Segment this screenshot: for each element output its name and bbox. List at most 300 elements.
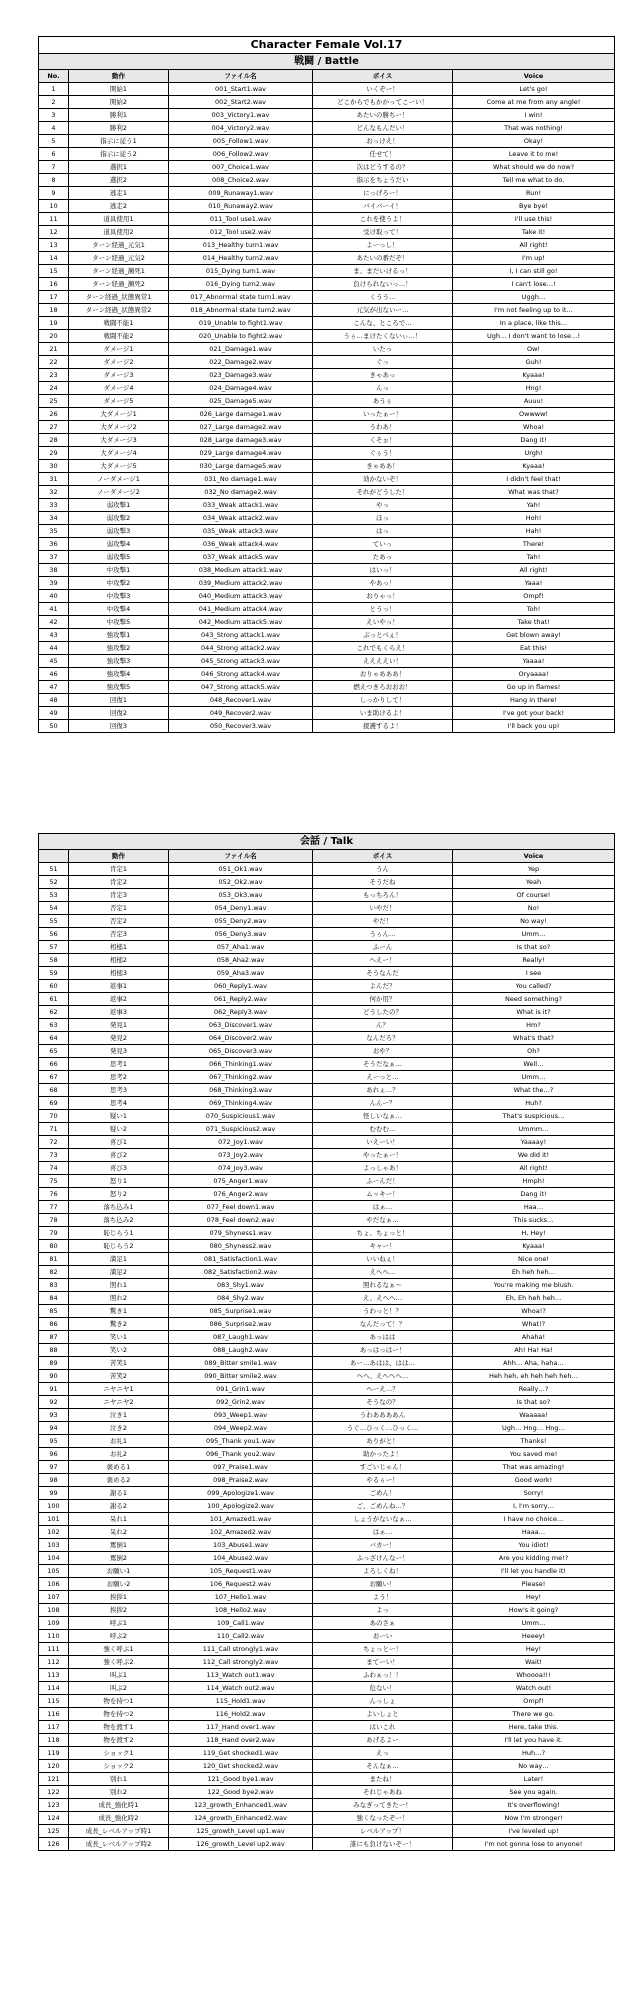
cell-filename: 049_Recover2.wav xyxy=(169,707,313,720)
table-row xyxy=(39,993,615,1006)
cell-no: 34 xyxy=(39,512,69,525)
table-row xyxy=(39,1370,615,1383)
cell-filename: 125_growth_Level up1.wav xyxy=(169,1825,313,1838)
cell-filename: 096_Thank you2.wav xyxy=(169,1448,313,1461)
table-row xyxy=(39,1747,615,1760)
table-row xyxy=(39,954,615,967)
cell-voice-jp: えいやっ！ xyxy=(313,616,453,629)
cell-voice-jp: ムッキー！ xyxy=(313,1188,453,1201)
cell-voice-jp: うわあ！ xyxy=(313,421,453,434)
cell-no: 62 xyxy=(39,1006,69,1019)
cell-voice-jp: いま助けるよ！ xyxy=(313,707,453,720)
cell-no: 122 xyxy=(39,1786,69,1799)
cell-action: 開始1 xyxy=(69,83,169,96)
cell-action: 疑い2 xyxy=(69,1123,169,1136)
cell-voice-en: Watch out! xyxy=(453,1682,615,1695)
cell-voice-jp: うぅ…まけたくないぃ…！ xyxy=(313,330,453,343)
cell-action: 謝る1 xyxy=(69,1487,169,1500)
cell-voice-en: Umm… xyxy=(453,1071,615,1084)
cell-voice-en: Nice one! xyxy=(453,1253,615,1266)
cell-no: 79 xyxy=(39,1227,69,1240)
cell-voice-en: What!? xyxy=(453,1318,615,1331)
cell-voice-jp: それじゃあね xyxy=(313,1786,453,1799)
cell-voice-jp: これでもくらえ！ xyxy=(313,642,453,655)
cell-no: 75 xyxy=(39,1175,69,1188)
cell-voice-jp: どこからでもかかってこーい！ xyxy=(313,96,453,109)
cell-filename: 107_Hello1.wav xyxy=(169,1591,313,1604)
column-header-voice-en: Voice xyxy=(453,70,615,83)
cell-filename: 093_Weep1.wav xyxy=(169,1409,313,1422)
table-row xyxy=(39,1201,615,1214)
cell-filename: 078_Feel down2.wav xyxy=(169,1214,313,1227)
cell-voice-jp: あうぅ xyxy=(313,395,453,408)
cell-action: ダメージ2 xyxy=(69,356,169,369)
cell-no: 71 xyxy=(39,1123,69,1136)
cell-no: 104 xyxy=(39,1552,69,1565)
cell-no: 45 xyxy=(39,655,69,668)
cell-voice-jp: キャー！ xyxy=(313,1240,453,1253)
table-row xyxy=(39,1409,615,1422)
cell-filename: 009_Runaway1.wav xyxy=(169,187,313,200)
table-row xyxy=(39,1695,615,1708)
cell-filename: 037_Weak attack5.wav xyxy=(169,551,313,564)
cell-voice-jp: すごいじゃん！ xyxy=(313,1461,453,1474)
cell-voice-en: Good work! xyxy=(453,1474,615,1487)
cell-voice-en: That was amazing! xyxy=(453,1461,615,1474)
cell-no: 59 xyxy=(39,967,69,980)
table-row xyxy=(39,1019,615,1032)
cell-no: 7 xyxy=(39,161,69,174)
cell-voice-jp: おりゃあああ！ xyxy=(313,668,453,681)
cell-filename: 025_Damage5.wav xyxy=(169,395,313,408)
cell-filename: 066_Thinking1.wav xyxy=(169,1058,313,1071)
cell-voice-jp: そんなぁ… xyxy=(313,1760,453,1773)
table-row xyxy=(39,590,615,603)
cell-filename: 108_Hello2.wav xyxy=(169,1604,313,1617)
cell-action: ショック1 xyxy=(69,1747,169,1760)
cell-no: 3 xyxy=(39,109,69,122)
table-row xyxy=(39,447,615,460)
table-row xyxy=(39,304,615,317)
cell-filename: 032_No damage2.wav xyxy=(169,486,313,499)
cell-action: 選択2 xyxy=(69,174,169,187)
cell-action: 喜び2 xyxy=(69,1149,169,1162)
cell-voice-en: Kyaaa! xyxy=(453,1240,615,1253)
cell-filename: 014_Healthy turn2.wav xyxy=(169,252,313,265)
cell-filename: 036_Weak attack4.wav xyxy=(169,538,313,551)
cell-voice-en: I'm not gonna lose to anyone! xyxy=(453,1838,615,1851)
cell-voice-en: I win! xyxy=(453,109,615,122)
cell-voice-en: That was nothing! xyxy=(453,122,615,135)
cell-filename: 083_Shy1.wav xyxy=(169,1279,313,1292)
cell-no: 55 xyxy=(39,915,69,928)
table-row xyxy=(39,1188,615,1201)
cell-action: 成長_レベルアップ時2 xyxy=(69,1838,169,1851)
cell-voice-jp: へえー！ xyxy=(313,954,453,967)
cell-action: 道具使用1 xyxy=(69,213,169,226)
cell-no: 80 xyxy=(39,1240,69,1253)
cell-voice-jp: ふわぁっ！！ xyxy=(313,1669,453,1682)
cell-voice-en: What should we do now? xyxy=(453,161,615,174)
cell-voice-en: Oryaaaa! xyxy=(453,668,615,681)
cell-no: 102 xyxy=(39,1526,69,1539)
cell-action: 照れ1 xyxy=(69,1279,169,1292)
cell-no: 68 xyxy=(39,1084,69,1097)
table-row xyxy=(39,499,615,512)
cell-filename: 046_Strong attack4.wav xyxy=(169,668,313,681)
cell-voice-en: Yeah xyxy=(453,876,615,889)
cell-filename: 010_Runaway2.wav xyxy=(169,200,313,213)
cell-action: 強く呼ぶ2 xyxy=(69,1656,169,1669)
cell-voice-en: I can't lose…! xyxy=(453,278,615,291)
cell-action: 弱攻撃3 xyxy=(69,525,169,538)
cell-filename: 018_Abnormal state turn2.wav xyxy=(169,304,313,317)
cell-voice-en: I'll let you have it. xyxy=(453,1734,615,1747)
cell-voice-en: Ahaha! xyxy=(453,1331,615,1344)
cell-filename: 123_growth_Enhanced1.wav xyxy=(169,1799,313,1812)
cell-filename: 092_Grin2.wav xyxy=(169,1396,313,1409)
cell-voice-en: No! xyxy=(453,902,615,915)
cell-voice-en: Hang in there! xyxy=(453,694,615,707)
table-row xyxy=(39,876,615,889)
cell-no: 125 xyxy=(39,1825,69,1838)
cell-voice-jp: え、えへへ… xyxy=(313,1292,453,1305)
cell-voice-jp: そうなんだ xyxy=(313,967,453,980)
cell-voice-en: Whoa!? xyxy=(453,1305,615,1318)
cell-voice-en: Ugh… I don't want to lose…! xyxy=(453,330,615,343)
cell-action: 喜び3 xyxy=(69,1162,169,1175)
table-row xyxy=(39,1136,615,1149)
cell-filename: 080_Shyness2.wav xyxy=(169,1240,313,1253)
cell-filename: 113_Watch out1.wav xyxy=(169,1669,313,1682)
cell-voice-en: What's that? xyxy=(453,1032,615,1045)
table-row xyxy=(39,1331,615,1344)
table-row xyxy=(39,1383,615,1396)
cell-no: 91 xyxy=(39,1383,69,1396)
cell-voice-jp: あれぇ…？ xyxy=(313,1084,453,1097)
table-row xyxy=(39,1318,615,1331)
cell-voice-en: Yaaa! xyxy=(453,577,615,590)
cell-action: 指示に従う1 xyxy=(69,135,169,148)
cell-voice-en: What is it? xyxy=(453,1006,615,1019)
cell-voice-jp: ご、ごめんね…？ xyxy=(313,1500,453,1513)
cell-voice-jp: たあっ xyxy=(313,551,453,564)
cell-no: 117 xyxy=(39,1721,69,1734)
cell-voice-jp: なんだろ？ xyxy=(313,1032,453,1045)
cell-filename: 104_Abuse2.wav xyxy=(169,1552,313,1565)
cell-voice-en: Hng! xyxy=(453,382,615,395)
cell-action: ダメージ4 xyxy=(69,382,169,395)
table-row xyxy=(39,1656,615,1669)
cell-voice-jp: くそぉ！ xyxy=(313,434,453,447)
cell-action: 弱攻撃2 xyxy=(69,512,169,525)
table-row xyxy=(39,1032,615,1045)
cell-voice-en: Get blown away! xyxy=(453,629,615,642)
cell-voice-en: Uggh… xyxy=(453,291,615,304)
table-row xyxy=(39,1708,615,1721)
cell-no: 57 xyxy=(39,941,69,954)
cell-action: 挨拶1 xyxy=(69,1591,169,1604)
cell-no: 108 xyxy=(39,1604,69,1617)
cell-action: 物を渡す1 xyxy=(69,1721,169,1734)
table-row xyxy=(39,1513,615,1526)
cell-voice-jp: むむむ… xyxy=(313,1123,453,1136)
cell-voice-jp: 任せて！ xyxy=(313,148,453,161)
cell-filename: 075_Anger1.wav xyxy=(169,1175,313,1188)
cell-voice-en: Hm? xyxy=(453,1019,615,1032)
table-row xyxy=(39,551,615,564)
cell-voice-en: I, I can still go! xyxy=(453,265,615,278)
cell-voice-en: Whoooa!!! xyxy=(453,1669,615,1682)
cell-action: 驚き2 xyxy=(69,1318,169,1331)
cell-no: 85 xyxy=(39,1305,69,1318)
table-row xyxy=(39,239,615,252)
cell-voice-jp: またね！ xyxy=(313,1773,453,1786)
cell-action: 相槌1 xyxy=(69,941,169,954)
cell-no: 106 xyxy=(39,1578,69,1591)
cell-no: 27 xyxy=(39,421,69,434)
table-row xyxy=(39,1669,615,1682)
cell-no: 120 xyxy=(39,1760,69,1773)
cell-filename: 058_Aha2.wav xyxy=(169,954,313,967)
table-row xyxy=(39,1552,615,1565)
cell-action: 返事1 xyxy=(69,980,169,993)
cell-action: お礼1 xyxy=(69,1435,169,1448)
cell-filename: 026_Large damage1.wav xyxy=(169,408,313,421)
cell-voice-en: All right! xyxy=(453,1162,615,1175)
cell-voice-jp: これを使うよ！ xyxy=(313,213,453,226)
cell-action: 中攻撃2 xyxy=(69,577,169,590)
cell-voice-jp: 指示をちょうだい xyxy=(313,174,453,187)
cell-voice-en: No way… xyxy=(453,1760,615,1773)
table-row xyxy=(39,1305,615,1318)
cell-no: 103 xyxy=(39,1539,69,1552)
table-row xyxy=(39,1435,615,1448)
cell-voice-en: Owwww! xyxy=(453,408,615,421)
cell-filename: 035_Weak attack3.wav xyxy=(169,525,313,538)
cell-filename: 029_Large damage4.wav xyxy=(169,447,313,460)
cell-voice-en: Hah! xyxy=(453,525,615,538)
cell-filename: 050_Recover3.wav xyxy=(169,720,313,733)
cell-voice-jp: はいこれ xyxy=(313,1721,453,1734)
cell-voice-jp: 元気が出ないー… xyxy=(313,304,453,317)
table-row xyxy=(39,1500,615,1513)
table-row xyxy=(39,434,615,447)
table-row xyxy=(39,642,615,655)
cell-filename: 044_Strong attack2.wav xyxy=(169,642,313,655)
cell-voice-en: I see xyxy=(453,967,615,980)
cell-no: 49 xyxy=(39,707,69,720)
cell-filename: 003_Victory1.wav xyxy=(169,109,313,122)
cell-no: 69 xyxy=(39,1097,69,1110)
cell-voice-jp: しょうがないなぁ… xyxy=(313,1513,453,1526)
table-row xyxy=(39,395,615,408)
cell-voice-en: Toh! xyxy=(453,603,615,616)
table-row xyxy=(39,1357,615,1370)
cell-voice-jp: あたいの番だぞ！ xyxy=(313,252,453,265)
cell-action: 強攻撃5 xyxy=(69,681,169,694)
cell-voice-jp: へーえ…？ xyxy=(313,1383,453,1396)
cell-no: 115 xyxy=(39,1695,69,1708)
cell-filename: 053_Ok3.wav xyxy=(169,889,313,902)
cell-voice-jp: ちょっとー！ xyxy=(313,1643,453,1656)
table-row xyxy=(39,1123,615,1136)
cell-voice-en: What was that? xyxy=(453,486,615,499)
cell-voice-jp: あっはっはー！ xyxy=(313,1344,453,1357)
cell-voice-en: Huh? xyxy=(453,1097,615,1110)
cell-no: 98 xyxy=(39,1474,69,1487)
cell-voice-jp: やあっ！ xyxy=(313,577,453,590)
cell-action: 強攻撃2 xyxy=(69,642,169,655)
cell-filename: 110_Call2.wav xyxy=(169,1630,313,1643)
cell-filename: 016_Dying turn2.wav xyxy=(169,278,313,291)
cell-action: 否定3 xyxy=(69,928,169,941)
column-header-voice-jp: ボイス xyxy=(313,850,453,863)
cell-action: 逃走1 xyxy=(69,187,169,200)
cell-voice-jp: そうだね xyxy=(313,876,453,889)
cell-voice-jp: まてーい！ xyxy=(313,1656,453,1669)
cell-filename: 103_Abuse1.wav xyxy=(169,1539,313,1552)
cell-filename: 079_Shyness1.wav xyxy=(169,1227,313,1240)
cell-filename: 119_Get shocked1.wav xyxy=(169,1747,313,1760)
cell-action: ターン経過_元気1 xyxy=(69,239,169,252)
cell-voice-en: Eh heh heh… xyxy=(453,1266,615,1279)
cell-voice-jp: おーい xyxy=(313,1630,453,1643)
cell-filename: 047_Strong attack5.wav xyxy=(169,681,313,694)
cell-voice-en: Later! xyxy=(453,1773,615,1786)
cell-no: 10 xyxy=(39,200,69,213)
cell-action: 強攻撃4 xyxy=(69,668,169,681)
cell-voice-jp: やっ xyxy=(313,499,453,512)
column-header-no: No. xyxy=(39,70,69,83)
cell-voice-jp: やだなぁ… xyxy=(313,1214,453,1227)
cell-action: 回復3 xyxy=(69,720,169,733)
cell-no: 21 xyxy=(39,343,69,356)
cell-voice-en: I'm up! xyxy=(453,252,615,265)
cell-voice-jp: はぁ… xyxy=(313,1201,453,1214)
cell-action: 怒り2 xyxy=(69,1188,169,1201)
cell-action: ノーダメージ2 xyxy=(69,486,169,499)
cell-voice-en: Waaaaa! xyxy=(453,1409,615,1422)
column-header-action: 動作 xyxy=(69,70,169,83)
cell-voice-en: I'll use this! xyxy=(453,213,615,226)
cell-action: 物を持つ2 xyxy=(69,1708,169,1721)
table-row xyxy=(39,369,615,382)
cell-no: 87 xyxy=(39,1331,69,1344)
cell-action: お願い1 xyxy=(69,1565,169,1578)
cell-filename: 041_Medium attack4.wav xyxy=(169,603,313,616)
cell-voice-en: Bye bye! xyxy=(453,200,615,213)
cell-no: 2 xyxy=(39,96,69,109)
section-title-talk: 会話 / Talk xyxy=(39,834,615,850)
cell-action: 強攻撃1 xyxy=(69,629,169,642)
cell-no: 19 xyxy=(39,317,69,330)
cell-no: 15 xyxy=(39,265,69,278)
cell-action: 道具使用2 xyxy=(69,226,169,239)
cell-no: 8 xyxy=(39,174,69,187)
cell-filename: 015_Dying turn1.wav xyxy=(169,265,313,278)
cell-no: 52 xyxy=(39,876,69,889)
cell-voice-en: Ompf! xyxy=(453,1695,615,1708)
cell-voice-en: Please! xyxy=(453,1578,615,1591)
cell-voice-jp: 受け取って！ xyxy=(313,226,453,239)
cell-filename: 115_Hold1.wav xyxy=(169,1695,313,1708)
cell-no: 29 xyxy=(39,447,69,460)
column-header-filename: ファイル名 xyxy=(169,850,313,863)
cell-no: 114 xyxy=(39,1682,69,1695)
cell-no: 1 xyxy=(39,83,69,96)
cell-action: 呆れ1 xyxy=(69,1513,169,1526)
cell-voice-en: Okay! xyxy=(453,135,615,148)
table-row xyxy=(39,161,615,174)
cell-no: 33 xyxy=(39,499,69,512)
table-row xyxy=(39,564,615,577)
table-row xyxy=(39,1617,615,1630)
cell-filename: 062_Reply3.wav xyxy=(169,1006,313,1019)
cell-no: 89 xyxy=(39,1357,69,1370)
cell-filename: 005_Follow1.wav xyxy=(169,135,313,148)
cell-voice-en: Kyaaa! xyxy=(453,369,615,382)
cell-action: 物を渡す2 xyxy=(69,1734,169,1747)
cell-voice-en: You called? xyxy=(453,980,615,993)
cell-voice-en: Come at me from any angle! xyxy=(453,96,615,109)
cell-voice-en: Yah! xyxy=(453,499,615,512)
cell-action: 勝利1 xyxy=(69,109,169,122)
cell-filename: 090_Bitter smile2.wav xyxy=(169,1370,313,1383)
cell-voice-jp: んっしょ xyxy=(313,1695,453,1708)
cell-filename: 126_growth_Level up2.wav xyxy=(169,1838,313,1851)
table-row xyxy=(39,1448,615,1461)
cell-action: 思考3 xyxy=(69,1084,169,1097)
cell-action: 発見1 xyxy=(69,1019,169,1032)
cell-voice-jp: バカー！ xyxy=(313,1539,453,1552)
cell-voice-en: Dang it! xyxy=(453,434,615,447)
cell-voice-en: Ahh… Aha, haha… xyxy=(453,1357,615,1370)
cell-voice-jp: やるぅー！ xyxy=(313,1474,453,1487)
table-row xyxy=(39,1292,615,1305)
table-row xyxy=(39,226,615,239)
cell-voice-en: Guh! xyxy=(453,356,615,369)
cell-voice-en: I've leveled up! xyxy=(453,1825,615,1838)
cell-filename: 120_Get shocked2.wav xyxy=(169,1760,313,1773)
cell-no: 40 xyxy=(39,590,69,603)
cell-no: 101 xyxy=(39,1513,69,1526)
table-row xyxy=(39,408,615,421)
cell-filename: 073_Joy2.wav xyxy=(169,1149,313,1162)
cell-action: 戦闘不能2 xyxy=(69,330,169,343)
cell-action: 罵倒2 xyxy=(69,1552,169,1565)
cell-voice-jp: なんだって！？ xyxy=(313,1318,453,1331)
cell-action: 苦笑1 xyxy=(69,1357,169,1370)
table-row xyxy=(39,1162,615,1175)
cell-filename: 102_Amazed2.wav xyxy=(169,1526,313,1539)
column-header-voice-jp: ボイス xyxy=(313,70,453,83)
cell-voice-en: No way! xyxy=(453,915,615,928)
table-row xyxy=(39,174,615,187)
cell-action: ターン経過_瀕死1 xyxy=(69,265,169,278)
cell-voice-jp: ごめん！ xyxy=(313,1487,453,1500)
table-row xyxy=(39,486,615,499)
cell-voice-en: Umm… xyxy=(453,928,615,941)
cell-action: 成長_レベルアップ時1 xyxy=(69,1825,169,1838)
cell-voice-jp: みなぎってきたー！ xyxy=(313,1799,453,1812)
table-row xyxy=(39,1643,615,1656)
cell-filename: 097_Praise1.wav xyxy=(169,1461,313,1474)
cell-filename: 086_Surprise2.wav xyxy=(169,1318,313,1331)
table-row xyxy=(39,96,615,109)
cell-no: 32 xyxy=(39,486,69,499)
cell-no: 112 xyxy=(39,1656,69,1669)
